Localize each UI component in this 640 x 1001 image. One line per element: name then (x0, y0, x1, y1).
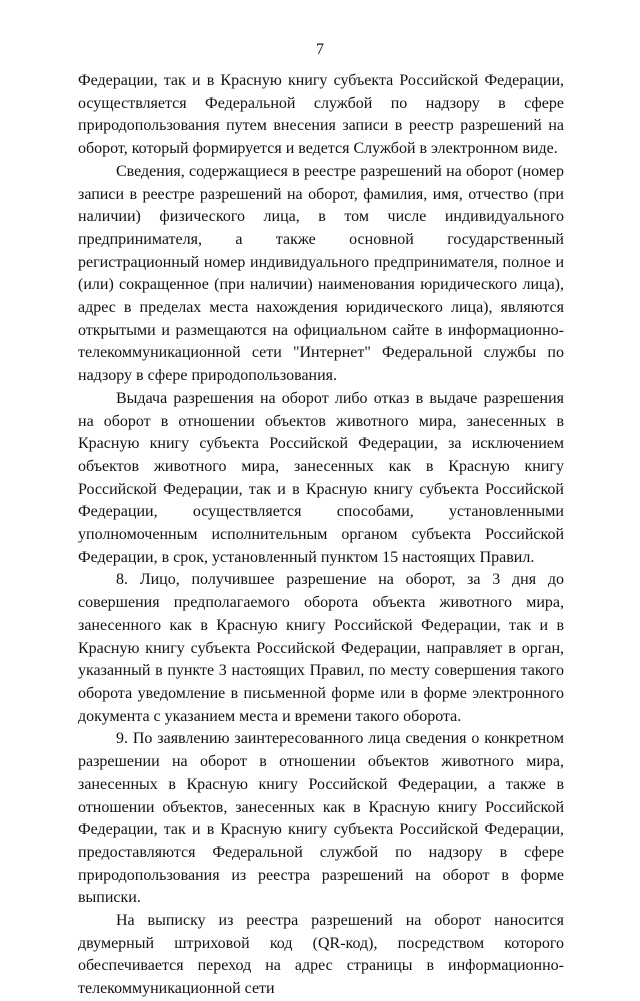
document-body (78, 70, 564, 1001)
paragraph-qr-code: На выписку из реестра разрешений на оборот наносится двумерный штриховой код (QR-код), посредством которого обеспечивается переход на адрес страницы в информационно-телекоммуникационной сети (78, 912, 564, 998)
paragraph-item-9: 9. По заявлению заинтересованного лица сведения о конкретном разрешении на оборот в отношении объектов животного мира, занесенных в Красную книгу Российской Федерации, а также в отношении объектов, занесенных как в Красную книгу Российской Федерации, так и в Красную книгу субъекта Российской Федерации, предоставляются Федеральной службой по надзору в сфере природопользования из реестра разрешений на оборот в форме выписки. (78, 730, 564, 907)
paragraph-permit-issuance: Выдача разрешения на оборот либо отказ в выдаче разрешения на оборот в отношении объектов животного мира, занесенных в Красную книгу субъекта Российской Федерации, за исключением объектов животного мира, занесенных как в Красную книгу Российской Федерации, так и в Красную книгу субъекта Российской Федерации, осуществляется способами, установленными уполномоченным исполнительным органом субъекта Российской Федерации, в срок, установленный пунктом 15 настоящих Правил. (78, 389, 564, 566)
page-number: 7 (316, 41, 324, 58)
paragraph-continuation: Федерации, так и в Красную книгу субъекта Российской Федерации, осуществляется Федеральной службой по надзору в сфере природопользования путем внесения записи в реестр разрешений на оборот, который формируется и ведется Службой в электронном виде. (78, 72, 564, 158)
paragraph-item-8: 8. Лицо, получившее разрешение на оборот, за 3 дня до совершения предполагаемого оборота объекта животного мира, занесенного как в Красную книгу Российской Федерации, так и в Красную книгу субъекта Российской Федерации, направляет в орган, указанный в пункте 3 настоящих Правил, по месту совершения такого оборота уведомление в письменной форме или в форме электронного документа с указанием места и времени такого оборота. (78, 571, 564, 725)
paragraph-registry-info: Сведения, содержащиеся в реестре разрешений на оборот (номер записи в реестре разрешений на оборот, фамилия, имя, отчество (при наличии) физического лица, в том числе индивидуального предпринимателя, а также основной государственный регистрационный номер индивидуального предпринимателя, полное и (или) сокращенное (при наличии) наименования юридического лица), адрес в пределах места нахождения юридического лица), являются открытыми и размещаются на официальном сайте в информационно-телекоммуникационной сети "Интернет" Федеральной службы по надзору в сфере природопользования. (78, 162, 564, 385)
